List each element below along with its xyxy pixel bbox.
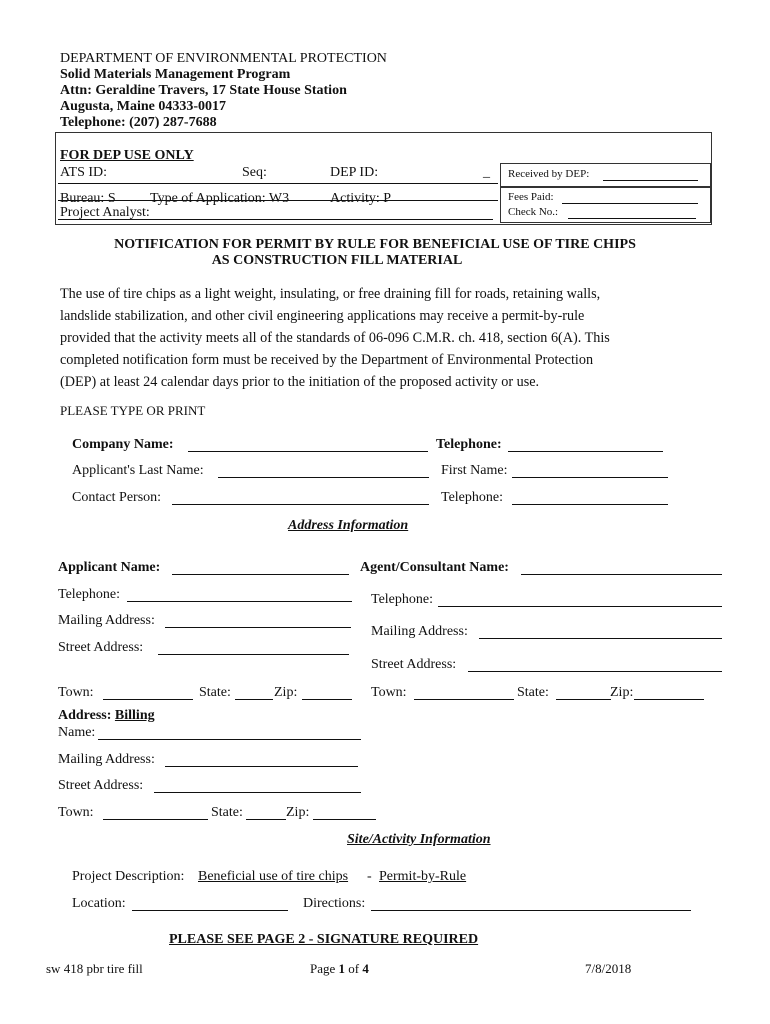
city-line: Augusta, Maine 04333-0017	[60, 99, 227, 114]
page-of: of	[348, 961, 360, 976]
agent-street-label: Street Address:	[371, 657, 457, 672]
permit-by-rule-value[interactable]: Permit-by-Rule	[379, 869, 467, 884]
first-name-label: First Name:	[441, 463, 508, 478]
applicant-zip-label: Zip:	[274, 685, 298, 700]
seq-label: Seq:	[242, 165, 267, 180]
billing-zip-label: Zip:	[286, 805, 310, 820]
contact-person-field[interactable]	[172, 504, 429, 505]
directions-label: Directions:	[303, 896, 366, 911]
address-information-heading: Address Information	[288, 518, 409, 533]
contact-person-label: Contact Person:	[72, 490, 162, 505]
project-description-value[interactable]: Beneficial use of tire chips	[198, 869, 349, 884]
intro-line: provided that the activity meets all of the standards of 06-096 C.M.R. ch. 418, section 6(A). This	[60, 330, 610, 346]
applicant-street-field[interactable]	[158, 654, 349, 655]
form-title-line2: AS CONSTRUCTION FILL MATERIAL	[211, 253, 463, 268]
applicant-telephone-label: Telephone:	[58, 587, 120, 602]
attn-line: Attn: Geraldine Travers, 17 State House Station	[60, 83, 347, 98]
company-telephone-label: Telephone:	[436, 437, 502, 452]
form-title-line1: NOTIFICATION FOR PERMIT BY RULE FOR BENEFICIAL USE OF TIRE CHIPS	[114, 237, 636, 252]
billing-name-field[interactable]	[98, 739, 361, 740]
received-by-label: Received by DEP:	[508, 168, 590, 180]
billing-name-label: Name:	[58, 725, 96, 740]
applicant-last-name-field[interactable]	[218, 477, 429, 478]
applicant-mailing-label: Mailing Address:	[58, 613, 155, 628]
company-telephone-field[interactable]	[508, 451, 663, 452]
billing-state-label: State:	[211, 805, 243, 820]
billing-street-field[interactable]	[154, 792, 361, 793]
project-analyst-label: Project Analyst:	[60, 205, 150, 220]
applicant-zip-field[interactable]	[302, 699, 352, 700]
dep-id-underscore: _	[483, 165, 490, 180]
billing-town-label: Town:	[58, 805, 94, 820]
activity-label: Activity: P	[330, 191, 392, 206]
location-label: Location:	[72, 896, 126, 911]
billing-street-label: Street Address:	[58, 778, 144, 793]
intro-paragraph	[60, 283, 720, 393]
directions-field[interactable]	[371, 910, 691, 911]
fees-paid-label: Fees Paid:	[508, 191, 554, 203]
dep-id-label: DEP ID:	[330, 165, 379, 180]
agent-state-label: State:	[517, 685, 549, 700]
check-no-field[interactable]	[568, 218, 696, 219]
agent-telephone-label: Telephone:	[371, 592, 433, 607]
billing-state-field[interactable]	[246, 819, 286, 820]
contact-telephone-field[interactable]	[512, 504, 668, 505]
company-name-label: Company Name:	[72, 437, 174, 452]
check-no-label: Check No.:	[508, 206, 559, 218]
project-description-dash: -	[367, 869, 372, 884]
please-type-note: PLEASE TYPE OR PRINT	[60, 403, 206, 418]
agent-street-field[interactable]	[468, 671, 722, 672]
dep-use-title: FOR DEP USE ONLY	[60, 148, 194, 163]
site-activity-heading: Site/Activity Information	[347, 832, 491, 847]
type-of-application-label: Type of Application: W3	[150, 191, 290, 206]
billing-heading-prefix: Address:	[58, 708, 112, 723]
applicant-name-label: Applicant Name:	[58, 560, 161, 575]
company-name-field[interactable]	[188, 451, 428, 452]
dep-id-line	[58, 183, 498, 184]
project-description-label: Project Description:	[72, 869, 185, 884]
applicant-state-field[interactable]	[235, 699, 273, 700]
footer-form-code: sw 418 pbr tire fill	[46, 961, 143, 976]
bureau-line	[58, 200, 498, 201]
first-name-field[interactable]	[512, 477, 668, 478]
telephone-line: Telephone: (207) 287-7688	[60, 115, 217, 130]
intro-line: The use of tire chips as a light weight, insulating, or free draining fill for roads, retaining walls,	[60, 286, 601, 302]
contact-telephone-label: Telephone:	[441, 490, 503, 505]
agent-town-field[interactable]	[414, 699, 514, 700]
billing-town-field[interactable]	[103, 819, 208, 820]
agent-name-field[interactable]	[521, 574, 722, 575]
agent-state-field[interactable]	[556, 699, 611, 700]
fees-paid-field[interactable]	[562, 203, 698, 204]
billing-mailing-field[interactable]	[165, 766, 358, 767]
applicant-state-label: State:	[199, 685, 231, 700]
footer-date: 7/8/2018	[585, 961, 632, 976]
agent-mailing-label: Mailing Address:	[371, 624, 468, 639]
received-by-field[interactable]	[603, 180, 698, 181]
applicant-town-label: Town:	[58, 685, 94, 700]
applicant-telephone-field[interactable]	[127, 601, 352, 602]
billing-mailing-label: Mailing Address:	[58, 752, 155, 767]
billing-heading-word: Billing	[114, 708, 155, 723]
dept-name: DEPARTMENT OF ENVIRONMENTAL PROTECTION	[60, 51, 387, 66]
signature-required-notice: PLEASE SEE PAGE 2 - SIGNATURE REQUIRED	[169, 932, 479, 947]
location-field[interactable]	[132, 910, 288, 911]
agent-mailing-field[interactable]	[479, 638, 722, 639]
ats-id-label: ATS ID:	[60, 165, 108, 180]
page-prefix: Page	[310, 961, 336, 976]
project-analyst-field[interactable]	[58, 219, 493, 220]
intro-line: landslide stabilization, and other civil engineering applications may receive a permit-by-rule	[60, 308, 585, 324]
applicant-last-name-label: Applicant's Last Name:	[72, 463, 204, 478]
intro-line: (DEP) at least 24 calendar days prior to the initiation of the proposed activity or use.	[60, 374, 540, 390]
applicant-street-label: Street Address:	[58, 640, 144, 655]
applicant-name-field[interactable]	[172, 574, 349, 575]
applicant-mailing-field[interactable]	[165, 627, 351, 628]
agent-zip-field[interactable]	[634, 699, 704, 700]
billing-zip-field[interactable]	[313, 819, 376, 820]
applicant-town-field[interactable]	[103, 699, 193, 700]
bureau-label: Bureau: S	[60, 191, 116, 206]
program-name: Solid Materials Management Program	[60, 67, 291, 82]
page-total: 4	[362, 961, 369, 976]
agent-town-label: Town:	[371, 685, 407, 700]
agent-zip-label: Zip:	[610, 685, 634, 700]
billing-heading	[58, 708, 155, 724]
intro-line: completed notification form must be received by the Department of Environmental Protection	[60, 352, 594, 368]
agent-telephone-field[interactable]	[438, 606, 722, 607]
agent-name-label: Agent/Consultant Name:	[360, 560, 509, 575]
page-number	[310, 961, 369, 977]
page-current: 1	[338, 961, 346, 976]
